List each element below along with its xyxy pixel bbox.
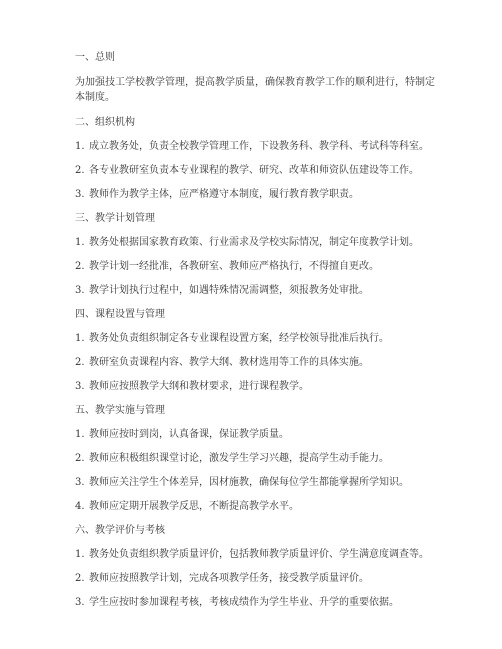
list-item [75, 548, 437, 562]
list-item-number: 3. [75, 285, 85, 296]
list-item [75, 452, 437, 466]
list-item [75, 428, 437, 442]
list-item-number: 1. [75, 429, 85, 440]
list-item-number: 3. [75, 477, 85, 488]
document-body [75, 51, 437, 620]
list-item-text: 教师应按照教学大纲和教材要求，进行课程教学。 [89, 381, 309, 392]
list-item-number: 2. [75, 357, 85, 368]
list-item [75, 140, 437, 154]
list-item-text: 各专业教研室负责本专业课程的教学、研究、改革和师资队伍建设等工作。 [89, 165, 419, 176]
list-item [75, 260, 437, 274]
list-item-number: 2. [75, 261, 85, 272]
list-item-text: 教务处负责组织制定各专业课程设置方案，经学校领导批准后执行。 [89, 333, 389, 344]
list-item-number: 2. [75, 573, 85, 584]
list-item-number: 2. [75, 453, 85, 464]
section-heading: 三、教学计划管理 [75, 213, 155, 224]
list-item-text: 教务处负责组织教学质量评价，包括教师教学质量评价、学生满意度调查等。 [89, 549, 429, 560]
section-heading: 一、总则 [75, 52, 115, 63]
list-item-number: 1. [75, 141, 85, 152]
list-item-text: 教师应按照教学计划，完成各项教学任务，接受教学质量评价。 [89, 573, 369, 584]
list-item-text: 教务处根据国家教育政策、行业需求及学校实际情况，制定年度教学计划。 [89, 237, 419, 248]
list-item-number: 1. [75, 333, 85, 344]
list-item [75, 164, 437, 178]
list-item [75, 356, 437, 370]
list-item [75, 572, 437, 586]
section-heading: 五、教学实施与管理 [75, 405, 165, 416]
list-item-text: 教师应按时到岗，认真备课，保证教学质量。 [89, 429, 289, 440]
list-item-text: 教研室负责课程内容、教学大纲、教材选用等工作的具体实施。 [89, 357, 369, 368]
list-item-number: 1. [75, 237, 85, 248]
list-item [75, 596, 437, 610]
list-item-text: 教师作为教学主体，应严格遵守本制度，履行教育教学职责。 [89, 189, 359, 200]
list-item [75, 332, 437, 346]
list-item-number: 3. [75, 381, 85, 392]
list-item-text: 教师应积极组织课堂讨论，激发学生学习兴趣，提高学生动手能力。 [89, 453, 389, 464]
list-item-number: 3. [75, 189, 85, 200]
list-item-text: 教学计划执行过程中，如遇特殊情况需调整，须报教务处审批。 [89, 285, 369, 296]
list-item-number: 2. [75, 165, 85, 176]
list-item [75, 500, 437, 514]
list-item-number: 1. [75, 549, 85, 560]
section-heading: 二、组织机构 [75, 117, 135, 128]
list-item [75, 476, 437, 490]
list-item [75, 236, 437, 250]
section-heading: 六、教学评价与考核 [75, 525, 165, 536]
list-item [75, 188, 437, 202]
section-paragraph: 为加强技工学校教学管理，提高教学质量，确保教育教学工作的顺利进行，特制定本制度。 [75, 77, 435, 103]
list-item-text: 成立教务处，负责全校教学管理工作，下设教务科、教学科、考试科等科室。 [89, 141, 429, 152]
section-heading: 四、课程设置与管理 [75, 309, 165, 320]
list-item-number: 4. [75, 501, 85, 512]
list-item-number: 3. [75, 597, 85, 608]
list-item [75, 284, 437, 298]
list-item [75, 380, 437, 394]
list-item-text: 教师应定期开展教学反思，不断提高教学水平。 [89, 501, 299, 512]
list-item-text: 学生应按时参加课程考核，考核成绩作为学生毕业、升学的重要依据。 [89, 597, 399, 608]
list-item-text: 教师应关注学生个体差异，因材施教，确保每位学生都能掌握所学知识。 [89, 477, 409, 488]
list-item-text: 教学计划一经批准，各教研室、教师应严格执行，不得擅自更改。 [89, 261, 379, 272]
